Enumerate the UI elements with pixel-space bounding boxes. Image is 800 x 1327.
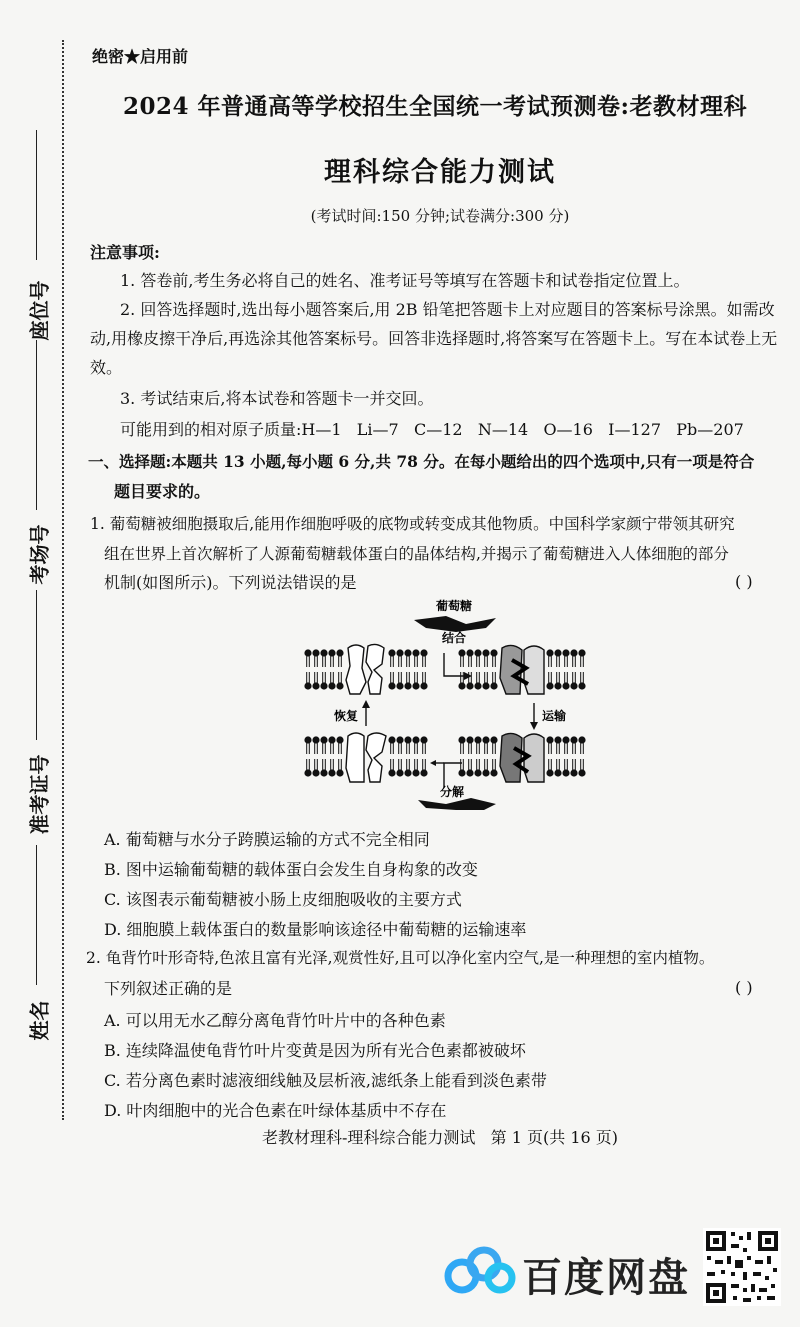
name-line (36, 845, 37, 985)
binding-dotted-line (62, 40, 64, 1120)
notice-heading: 注意事项: (90, 243, 160, 262)
membrane-bottom-left (304, 733, 427, 782)
fig-label-glucose: 葡萄糖 (436, 599, 473, 613)
fig-label-recover: 恢复 (334, 709, 359, 723)
q1-option-d: D. 细胞膜上载体蛋白的数量影响该途径中葡萄糖的运输速率 (104, 920, 527, 939)
carrier-protein-open (346, 645, 366, 694)
glucose-transport-figure (296, 598, 596, 813)
q2-option-c: C. 若分离色素时滤液细线触及层析液,滤纸条上能看到淡色素带 (104, 1071, 547, 1090)
name-label: 姓名 (27, 1000, 52, 1041)
exam-info: (考试时间:150 分钟;试卷满分:300 分) (310, 207, 570, 225)
section1-heading: 一、选择题:本题共 13 小题,每小题 6 分,共 78 分。在每小题给出的四个选项中,只有一项是符合 (88, 452, 755, 471)
glucose-molecule-icon (414, 616, 496, 632)
q1-answer-paren: ( ) (735, 572, 753, 591)
secret-label: 绝密★启用前 (92, 47, 189, 66)
notice-item-3: 3. 考试结束后,将本试卷和答题卡一并交回。 (120, 389, 434, 408)
q2-option-b: B. 连续降温使龟背竹叶片变黄是因为所有光合色素都被破坏 (104, 1041, 526, 1060)
ticket-line (36, 590, 37, 740)
seat-label: 座位号 (27, 280, 52, 341)
membrane-bottom-right (458, 733, 585, 782)
membrane-top-left (304, 644, 427, 694)
q1-stem-line1: 1. 葡萄糖被细胞摄取后,能用作细胞呼吸的底物或转变成其他物质。中国科学家颜宁带领其研究 (90, 515, 735, 533)
notice-item-2: 2. 回答选择题时,选出每小题答案后,用 2B 铅笔把答题卡上对应题目的答案标号涂黑。如需改动,用橡皮擦干净后,再选涂其他答案标号。回答非选择题时,将答案写在答题卡上。写在本试卷上无效。 (90, 300, 778, 377)
q2-stem-line1: 2. 龟背竹叶形奇特,色浓且富有光泽,观赏性好,且可以净化室内空气,是一种理想的室内植物。 (86, 949, 715, 967)
atomic-mass-line: 可能用到的相对原子质量:H—1 Li—7 C—12 N—14 O—16 I—127 Pb—207 (120, 420, 744, 439)
notice-item-1: 1. 答卷前,考生务必将自己的姓名、准考证号等填写在答题卡和试卷指定位置上。 (120, 271, 690, 290)
section1-heading-cont: 题目要求的。 (114, 482, 211, 501)
q1-option-c: C. 该图表示葡萄糖被小肠上皮细胞吸收的主要方式 (104, 890, 462, 909)
exam-room-label: 考场号 (27, 524, 52, 585)
q1-option-a: A. 葡萄糖与水分子跨膜运输的方式不完全相同 (104, 830, 430, 849)
baidu-netdisk-logo-icon (440, 1242, 520, 1302)
page-footer: 老教材理科-理科综合能力测试 第 1 页(共 16 页) (261, 1128, 619, 1147)
membrane-top-right (458, 645, 585, 694)
baidu-netdisk-brand: 百度网盘 (522, 1255, 690, 1301)
q1-stem-line2: 组在世界上首次解析了人源葡萄糖载体蛋白的晶体结构,并揭示了葡萄糖进入人体细胞的部分 (104, 545, 729, 563)
fig-label-release: 分解 (440, 785, 465, 799)
q2-stem-line2: 下列叙述正确的是 (104, 979, 233, 998)
paper-title: 理科综合能力测试 (324, 157, 556, 188)
q2-answer-paren: ( ) (735, 978, 753, 997)
q2-option-a: A. 可以用无水乙醇分离龟背竹叶片中的各种色素 (104, 1011, 446, 1030)
exam-title: 2024 年普通高等学校招生全国统一考试预测卷:老教材理科 (122, 93, 747, 120)
fig-label-transport: 运输 (542, 709, 567, 723)
ticket-label: 准考证号 (27, 754, 52, 835)
exam-room-line (36, 340, 37, 510)
fig-label-bind: 结合 (442, 631, 467, 645)
q1-stem-line3: 机制(如图所示)。下列说法错误的是 (104, 573, 357, 592)
qr-code-icon[interactable] (703, 1228, 781, 1306)
q1-option-b: B. 图中运输葡萄糖的载体蛋白会发生自身构象的改变 (104, 860, 478, 879)
seat-line (36, 130, 37, 260)
q2-option-d: D. 叶肉细胞中的光合色素在叶绿体基质中不存在 (104, 1101, 447, 1120)
